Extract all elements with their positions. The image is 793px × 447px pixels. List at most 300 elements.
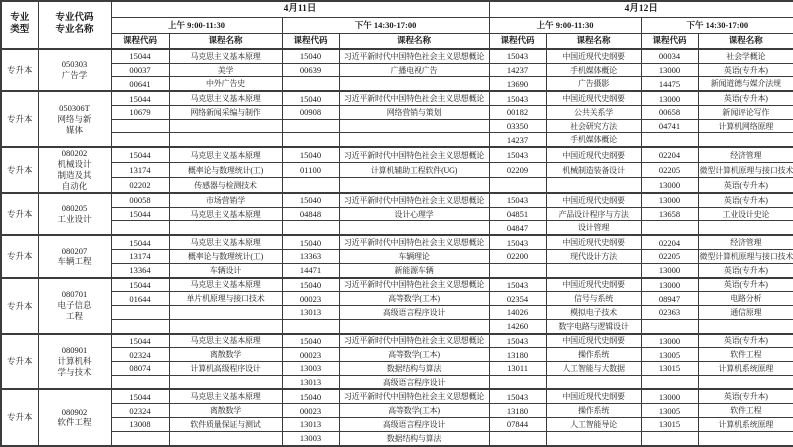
table-row bbox=[1, 404, 793, 418]
course-code-cell bbox=[111, 431, 169, 445]
table-row bbox=[1, 77, 793, 91]
major-type-header-label: 专业类型 bbox=[10, 13, 30, 35]
course-code-cell: 04851 bbox=[489, 207, 546, 221]
course-code-cell: 14237 bbox=[489, 63, 546, 77]
course-name-cell: 电路分析 bbox=[698, 292, 793, 306]
course-name-cell: 机械制造装备设计 bbox=[546, 163, 641, 178]
course-code-cell: 15043 bbox=[489, 278, 546, 292]
major-code: 080902 bbox=[61, 406, 88, 417]
course-code-cell bbox=[282, 77, 339, 91]
course-code-cell: 02324 bbox=[111, 348, 169, 362]
major-type-cell: 专升本 bbox=[1, 389, 38, 445]
major-type-cell: 专升本 bbox=[1, 147, 38, 193]
course-code-cell: 13015 bbox=[641, 361, 698, 375]
course-name-cell: 高等数学(工本) bbox=[339, 404, 489, 418]
table-row bbox=[1, 147, 793, 162]
course-code-cell bbox=[641, 375, 698, 389]
course-code-cell: 15044 bbox=[111, 334, 169, 348]
course-code-cell: 13015 bbox=[641, 417, 698, 431]
course-name-cell: 数据结构与算法 bbox=[339, 361, 489, 375]
course-code-cell bbox=[489, 431, 546, 445]
course-name-cell: 美学 bbox=[169, 63, 282, 77]
course-name-cell: 习近平新时代中国特色社会主义思想概论 bbox=[339, 389, 489, 403]
major-code: 080901 bbox=[61, 345, 88, 356]
course-code-cell: 15040 bbox=[282, 49, 339, 63]
course-code-cell: 15043 bbox=[489, 235, 546, 249]
course-name-cell: 中国近现代史纲要 bbox=[546, 389, 641, 403]
course-name-header: 课程名称 bbox=[546, 34, 641, 50]
course-code-cell: 13000 bbox=[641, 91, 698, 105]
course-name-cell: 中国近现代史纲要 bbox=[546, 147, 641, 162]
course-name-cell bbox=[169, 221, 282, 235]
course-name-cell: 设计心理学 bbox=[339, 207, 489, 221]
course-name-cell: 离散数学 bbox=[169, 404, 282, 418]
course-code-cell: 00037 bbox=[111, 63, 169, 77]
table-row bbox=[1, 361, 793, 375]
table-row bbox=[1, 133, 793, 147]
course-name-header: 课程名称 bbox=[169, 34, 282, 50]
course-code-cell bbox=[111, 133, 169, 147]
course-name-cell bbox=[169, 375, 282, 389]
date-header-apr12: 4月12日 bbox=[489, 1, 793, 18]
course-name-cell: 人工智能导论 bbox=[546, 417, 641, 431]
session-apr11-morning: 上午 9:00-11:30 bbox=[111, 18, 282, 34]
table-row bbox=[1, 119, 793, 133]
course-code-cell bbox=[282, 133, 339, 147]
course-code-cell: 15040 bbox=[282, 193, 339, 207]
major-type-cell: 专升本 bbox=[1, 334, 38, 390]
course-name-cell: 信号与系统 bbox=[546, 292, 641, 306]
table-row bbox=[1, 334, 793, 348]
course-name-cell: 马克思主义基本原理 bbox=[169, 147, 282, 162]
course-name-cell: 概率论与数理统计(工) bbox=[169, 250, 282, 264]
course-code-cell: 02324 bbox=[111, 404, 169, 418]
course-name-cell: 模拟电子技术 bbox=[546, 306, 641, 320]
course-name-cell: 经济管理 bbox=[698, 147, 793, 162]
course-code-cell: 02204 bbox=[641, 235, 698, 249]
major-name: 工业设计 bbox=[57, 213, 92, 224]
course-name-cell: 手机媒体概论 bbox=[546, 63, 641, 77]
course-code-cell: 15044 bbox=[111, 49, 169, 63]
course-name-header: 课程名称 bbox=[339, 34, 489, 50]
course-name-cell bbox=[698, 431, 793, 445]
course-code-cell: 13000 bbox=[641, 334, 698, 348]
date-header-apr11: 4月11日 bbox=[111, 1, 489, 18]
course-code-cell: 08074 bbox=[111, 361, 169, 375]
course-code-cell: 04741 bbox=[641, 119, 698, 133]
date-header-row bbox=[1, 1, 793, 18]
table-row bbox=[1, 375, 793, 389]
course-name-cell: 车辆设计 bbox=[169, 263, 282, 277]
major-type-cell: 专升本 bbox=[1, 235, 38, 277]
course-code-cell: 13008 bbox=[111, 417, 169, 431]
course-name-cell: 网络新闻采编与制作 bbox=[169, 106, 282, 120]
course-name-cell: 新闻评论写作 bbox=[698, 106, 793, 120]
course-code-cell: 13005 bbox=[641, 348, 698, 362]
course-code-cell: 15044 bbox=[111, 207, 169, 221]
course-name-cell: 新能源车辆 bbox=[339, 263, 489, 277]
major-name: 软件工程 bbox=[57, 417, 92, 428]
course-code-cell: 00034 bbox=[641, 49, 698, 63]
course-code-cell: 13011 bbox=[489, 361, 546, 375]
course-name-cell: 马克思主义基本原理 bbox=[169, 49, 282, 63]
major-name: 网络与新媒体 bbox=[57, 113, 92, 135]
course-name-cell: 经济管理 bbox=[698, 235, 793, 249]
course-code-cell: 15040 bbox=[282, 147, 339, 162]
course-name-cell: 概率论与数理统计(工) bbox=[169, 163, 282, 178]
course-name-cell bbox=[698, 221, 793, 235]
course-name-cell: 手机媒体概论 bbox=[546, 133, 641, 147]
major-name: 车辆工程 bbox=[57, 256, 92, 267]
course-name-cell: 微型计算机原理与接口技术 bbox=[698, 250, 793, 264]
course-code-cell: 04847 bbox=[489, 221, 546, 235]
major-code: 080207 bbox=[61, 245, 88, 256]
major-code-name-cell bbox=[38, 193, 111, 235]
course-code-cell: 02202 bbox=[111, 178, 169, 193]
table-row bbox=[1, 235, 793, 249]
course-code-cell bbox=[282, 221, 339, 235]
course-code-cell: 00639 bbox=[282, 63, 339, 77]
course-name-cell bbox=[169, 431, 282, 445]
major-type-cell: 专升本 bbox=[1, 193, 38, 235]
course-name-cell: 英语(专升本) bbox=[698, 389, 793, 403]
course-name-cell: 英语(专升本) bbox=[698, 263, 793, 277]
course-name-cell: 设计管理 bbox=[546, 221, 641, 235]
course-name-cell bbox=[339, 119, 489, 133]
course-name-cell: 高等数学(工本) bbox=[339, 348, 489, 362]
course-name-cell bbox=[169, 119, 282, 133]
major-code-name-cell bbox=[38, 389, 111, 445]
course-code-cell: 13658 bbox=[641, 207, 698, 221]
course-code-cell bbox=[641, 431, 698, 445]
course-code-cell: 13000 bbox=[641, 278, 698, 292]
table-row bbox=[1, 263, 793, 277]
course-name-cell: 广告摄影 bbox=[546, 77, 641, 91]
course-code-cell: 15043 bbox=[489, 147, 546, 162]
major-group-080202 bbox=[1, 147, 793, 193]
course-name-cell: 马克思主义基本原理 bbox=[169, 207, 282, 221]
course-name-cell: 英语(专升本) bbox=[698, 178, 793, 193]
course-code-cell: 13013 bbox=[282, 375, 339, 389]
major-code-name-header bbox=[38, 1, 111, 49]
course-name-cell: 计算机系统原理 bbox=[698, 417, 793, 431]
course-code-cell: 14237 bbox=[489, 133, 546, 147]
course-name-cell: 马克思主义基本原理 bbox=[169, 278, 282, 292]
table-row bbox=[1, 250, 793, 264]
course-name-cell: 马克思主义基本原理 bbox=[169, 334, 282, 348]
course-code-cell: 00641 bbox=[111, 77, 169, 91]
course-name-cell: 产品设计程序与方法 bbox=[546, 207, 641, 221]
course-code-cell: 15040 bbox=[282, 334, 339, 348]
course-code-cell bbox=[111, 306, 169, 320]
course-code-cell: 15043 bbox=[489, 334, 546, 348]
course-name-cell: 软件质量保证与测试 bbox=[169, 417, 282, 431]
course-name-cell: 公共关系学 bbox=[546, 106, 641, 120]
course-code-cell: 02209 bbox=[489, 163, 546, 178]
course-code-cell: 15040 bbox=[282, 91, 339, 105]
course-name-cell: 传感器与检测技术 bbox=[169, 178, 282, 193]
course-code-cell: 13000 bbox=[641, 178, 698, 193]
course-code-cell: 15044 bbox=[111, 389, 169, 403]
course-name-cell: 计算机网络原理 bbox=[698, 119, 793, 133]
course-name-cell: 马克思主义基本原理 bbox=[169, 235, 282, 249]
course-code-cell: 15040 bbox=[282, 389, 339, 403]
course-code-cell: 14260 bbox=[489, 319, 546, 333]
course-code-cell: 13005 bbox=[641, 404, 698, 418]
course-name-cell: 马克思主义基本原理 bbox=[169, 389, 282, 403]
course-code-cell: 00023 bbox=[282, 292, 339, 306]
major-code-name-cell bbox=[38, 49, 111, 91]
major-code: 050303 bbox=[61, 59, 88, 70]
course-name-cell bbox=[339, 77, 489, 91]
major-code: 080205 bbox=[61, 203, 88, 214]
major-group-080701 bbox=[1, 278, 793, 334]
table-row bbox=[1, 319, 793, 333]
course-code-cell: 14475 bbox=[641, 77, 698, 91]
major-type-cell: 专升本 bbox=[1, 49, 38, 91]
course-name-cell: 高级语言程序设计 bbox=[339, 306, 489, 320]
major-group-050303 bbox=[1, 49, 793, 91]
course-code-cell: 13363 bbox=[282, 250, 339, 264]
major-type-header bbox=[1, 1, 38, 49]
course-name-cell: 社会学概论 bbox=[698, 49, 793, 63]
course-name-cell: 操作系统 bbox=[546, 404, 641, 418]
course-code-cell: 13180 bbox=[489, 404, 546, 418]
course-code-cell: 15040 bbox=[282, 278, 339, 292]
course-code-cell: 15043 bbox=[489, 91, 546, 105]
major-code-name-cell bbox=[38, 91, 111, 147]
course-code-header: 课程代码 bbox=[282, 34, 339, 50]
table-row bbox=[1, 221, 793, 235]
major-code-header-label: 专业代码 bbox=[55, 13, 94, 24]
table-row bbox=[1, 207, 793, 221]
major-name: 机械设计制造及其自动化 bbox=[57, 158, 92, 191]
course-code-cell: 13003 bbox=[282, 431, 339, 445]
course-code-cell: 15043 bbox=[489, 49, 546, 63]
course-name-cell bbox=[698, 319, 793, 333]
course-name-cell: 高级语言程序设计 bbox=[339, 417, 489, 431]
course-name-cell: 高级语言程序设计 bbox=[339, 375, 489, 389]
course-code-cell: 00023 bbox=[282, 404, 339, 418]
course-code-cell bbox=[111, 375, 169, 389]
course-code-cell: 13174 bbox=[111, 163, 169, 178]
major-code: 050306T bbox=[59, 102, 90, 113]
course-code-cell: 01100 bbox=[282, 163, 339, 178]
course-code-cell: 13364 bbox=[111, 263, 169, 277]
course-code-cell bbox=[641, 133, 698, 147]
major-group-080901 bbox=[1, 334, 793, 390]
major-code-name-cell bbox=[38, 147, 111, 193]
course-name-cell: 英语(专升本) bbox=[698, 91, 793, 105]
course-code-cell: 00908 bbox=[282, 106, 339, 120]
course-code-cell: 02200 bbox=[489, 250, 546, 264]
course-name-cell: 计算机辅助工程软件(UG) bbox=[339, 163, 489, 178]
course-name-cell: 软件工程 bbox=[698, 348, 793, 362]
course-code-cell: 13000 bbox=[641, 63, 698, 77]
course-code-header: 课程代码 bbox=[641, 34, 698, 50]
course-code-cell: 13000 bbox=[641, 193, 698, 207]
course-code-cell: 10679 bbox=[111, 106, 169, 120]
course-code-cell bbox=[489, 263, 546, 277]
major-code-name-cell bbox=[38, 334, 111, 390]
course-code-cell bbox=[489, 375, 546, 389]
course-name-cell: 数据结构与算法 bbox=[339, 431, 489, 445]
course-name-cell: 人工智能与大数据 bbox=[546, 361, 641, 375]
course-name-cell: 习近平新时代中国特色社会主义思想概论 bbox=[339, 334, 489, 348]
course-name-cell: 中国近现代史纲要 bbox=[546, 235, 641, 249]
course-name-cell: 车辆理论 bbox=[339, 250, 489, 264]
table-row bbox=[1, 163, 793, 178]
course-code-cell bbox=[641, 221, 698, 235]
course-code-cell: 13000 bbox=[641, 263, 698, 277]
course-code-cell bbox=[111, 319, 169, 333]
table-row bbox=[1, 292, 793, 306]
course-name-cell bbox=[339, 133, 489, 147]
course-code-cell: 00182 bbox=[489, 106, 546, 120]
course-name-cell: 习近平新时代中国特色社会主义思想概论 bbox=[339, 278, 489, 292]
course-code-cell: 03350 bbox=[489, 119, 546, 133]
course-name-cell: 习近平新时代中国特色社会主义思想概论 bbox=[339, 235, 489, 249]
course-code-header: 课程代码 bbox=[111, 34, 169, 50]
course-name-cell: 中国近现代史纲要 bbox=[546, 91, 641, 105]
table-row bbox=[1, 278, 793, 292]
session-header-row bbox=[1, 18, 793, 34]
course-code-cell: 00658 bbox=[641, 106, 698, 120]
course-code-cell: 13690 bbox=[489, 77, 546, 91]
course-code-cell bbox=[111, 221, 169, 235]
course-name-cell: 英语(专升本) bbox=[698, 278, 793, 292]
course-code-cell: 02204 bbox=[641, 147, 698, 162]
course-name-cell: 习近平新时代中国特色社会主义思想概论 bbox=[339, 147, 489, 162]
course-name-cell: 通信原理 bbox=[698, 306, 793, 320]
course-code-cell: 13013 bbox=[282, 417, 339, 431]
course-code-cell: 08947 bbox=[641, 292, 698, 306]
table-row bbox=[1, 91, 793, 105]
major-group-050306T bbox=[1, 91, 793, 147]
table-row bbox=[1, 306, 793, 320]
course-name-cell bbox=[546, 178, 641, 193]
course-name-cell: 现代设计方法 bbox=[546, 250, 641, 264]
table-header bbox=[1, 1, 793, 49]
course-name-cell: 习近平新时代中国特色社会主义思想概论 bbox=[339, 193, 489, 207]
course-code-header: 课程代码 bbox=[489, 34, 546, 50]
course-code-cell: 00058 bbox=[111, 193, 169, 207]
course-name-header: 课程名称 bbox=[698, 34, 793, 50]
course-code-cell: 13000 bbox=[641, 389, 698, 403]
course-name-cell bbox=[546, 263, 641, 277]
course-code-cell: 15043 bbox=[489, 193, 546, 207]
course-code-cell: 00023 bbox=[282, 348, 339, 362]
course-name-cell bbox=[339, 319, 489, 333]
course-name-cell bbox=[169, 319, 282, 333]
course-name-cell: 工业设计史论 bbox=[698, 207, 793, 221]
course-code-cell: 14026 bbox=[489, 306, 546, 320]
course-name-cell: 操作系统 bbox=[546, 348, 641, 362]
course-code-cell: 02354 bbox=[489, 292, 546, 306]
course-code-cell: 15044 bbox=[111, 278, 169, 292]
course-name-cell: 英语(专升本) bbox=[698, 334, 793, 348]
course-code-cell bbox=[489, 178, 546, 193]
session-apr11-afternoon: 下午 14:30-17:00 bbox=[282, 18, 489, 34]
major-name: 广告学 bbox=[61, 69, 88, 80]
course-code-cell bbox=[641, 319, 698, 333]
major-code: 080202 bbox=[61, 148, 88, 159]
table-row bbox=[1, 348, 793, 362]
table-row bbox=[1, 49, 793, 63]
course-name-cell: 中外广告史 bbox=[169, 77, 282, 91]
major-code: 080701 bbox=[61, 289, 88, 300]
course-name-cell: 市场营销学 bbox=[169, 193, 282, 207]
course-name-cell: 计算机系统原理 bbox=[698, 361, 793, 375]
course-code-cell bbox=[111, 119, 169, 133]
course-name-cell: 社会研究方法 bbox=[546, 119, 641, 133]
course-name-cell: 数字电路与逻辑设计 bbox=[546, 319, 641, 333]
course-code-cell bbox=[282, 119, 339, 133]
course-code-cell: 13174 bbox=[111, 250, 169, 264]
course-code-cell: 04848 bbox=[282, 207, 339, 221]
major-name: 计算机科学与技术 bbox=[57, 355, 92, 377]
course-column-header-row bbox=[1, 34, 793, 50]
course-code-cell: 13013 bbox=[282, 306, 339, 320]
table-row bbox=[1, 431, 793, 445]
course-name-cell: 英语(专升本) bbox=[698, 63, 793, 77]
major-type-cell: 专升本 bbox=[1, 278, 38, 334]
course-name-cell: 中国近现代史纲要 bbox=[546, 49, 641, 63]
session-apr12-morning: 上午 9:00-11:30 bbox=[489, 18, 641, 34]
course-name-cell: 高等数学(工本) bbox=[339, 292, 489, 306]
course-name-cell: 习近平新时代中国特色社会主义思想概论 bbox=[339, 49, 489, 63]
course-code-cell: 13003 bbox=[282, 361, 339, 375]
course-code-cell: 13180 bbox=[489, 348, 546, 362]
course-code-cell: 15044 bbox=[111, 235, 169, 249]
course-code-cell: 01644 bbox=[111, 292, 169, 306]
course-code-cell: 02205 bbox=[641, 250, 698, 264]
major-name: 电子信息工程 bbox=[57, 299, 92, 321]
course-name-cell bbox=[339, 178, 489, 193]
course-name-cell bbox=[698, 133, 793, 147]
course-code-cell bbox=[282, 178, 339, 193]
course-name-cell: 英语(专升本) bbox=[698, 193, 793, 207]
course-code-cell: 02205 bbox=[641, 163, 698, 178]
course-code-cell: 14471 bbox=[282, 263, 339, 277]
course-code-cell: 15043 bbox=[489, 389, 546, 403]
course-code-cell: 15044 bbox=[111, 91, 169, 105]
course-name-cell: 新闻道德与媒介法规 bbox=[698, 77, 793, 91]
major-group-080207 bbox=[1, 235, 793, 277]
course-name-cell bbox=[339, 221, 489, 235]
course-name-cell bbox=[169, 133, 282, 147]
major-group-080205 bbox=[1, 193, 793, 235]
session-apr12-afternoon: 下午 14:30-17:00 bbox=[641, 18, 793, 34]
table-row bbox=[1, 389, 793, 403]
course-name-cell: 中国近现代史纲要 bbox=[546, 278, 641, 292]
course-name-cell bbox=[698, 375, 793, 389]
course-name-cell bbox=[169, 306, 282, 320]
course-name-cell bbox=[546, 431, 641, 445]
course-name-cell: 离散数学 bbox=[169, 348, 282, 362]
major-name-header-label: 专业名称 bbox=[55, 25, 94, 35]
course-name-cell: 马克思主义基本原理 bbox=[169, 91, 282, 105]
table-row bbox=[1, 417, 793, 431]
course-name-cell: 计算机高级程序设计 bbox=[169, 361, 282, 375]
major-group-080902 bbox=[1, 389, 793, 445]
course-name-cell: 广播电视广告 bbox=[339, 63, 489, 77]
table-row bbox=[1, 106, 793, 120]
course-name-cell: 软件工程 bbox=[698, 404, 793, 418]
course-code-cell: 02363 bbox=[641, 306, 698, 320]
course-name-cell: 中国近现代史纲要 bbox=[546, 193, 641, 207]
course-name-cell bbox=[546, 375, 641, 389]
